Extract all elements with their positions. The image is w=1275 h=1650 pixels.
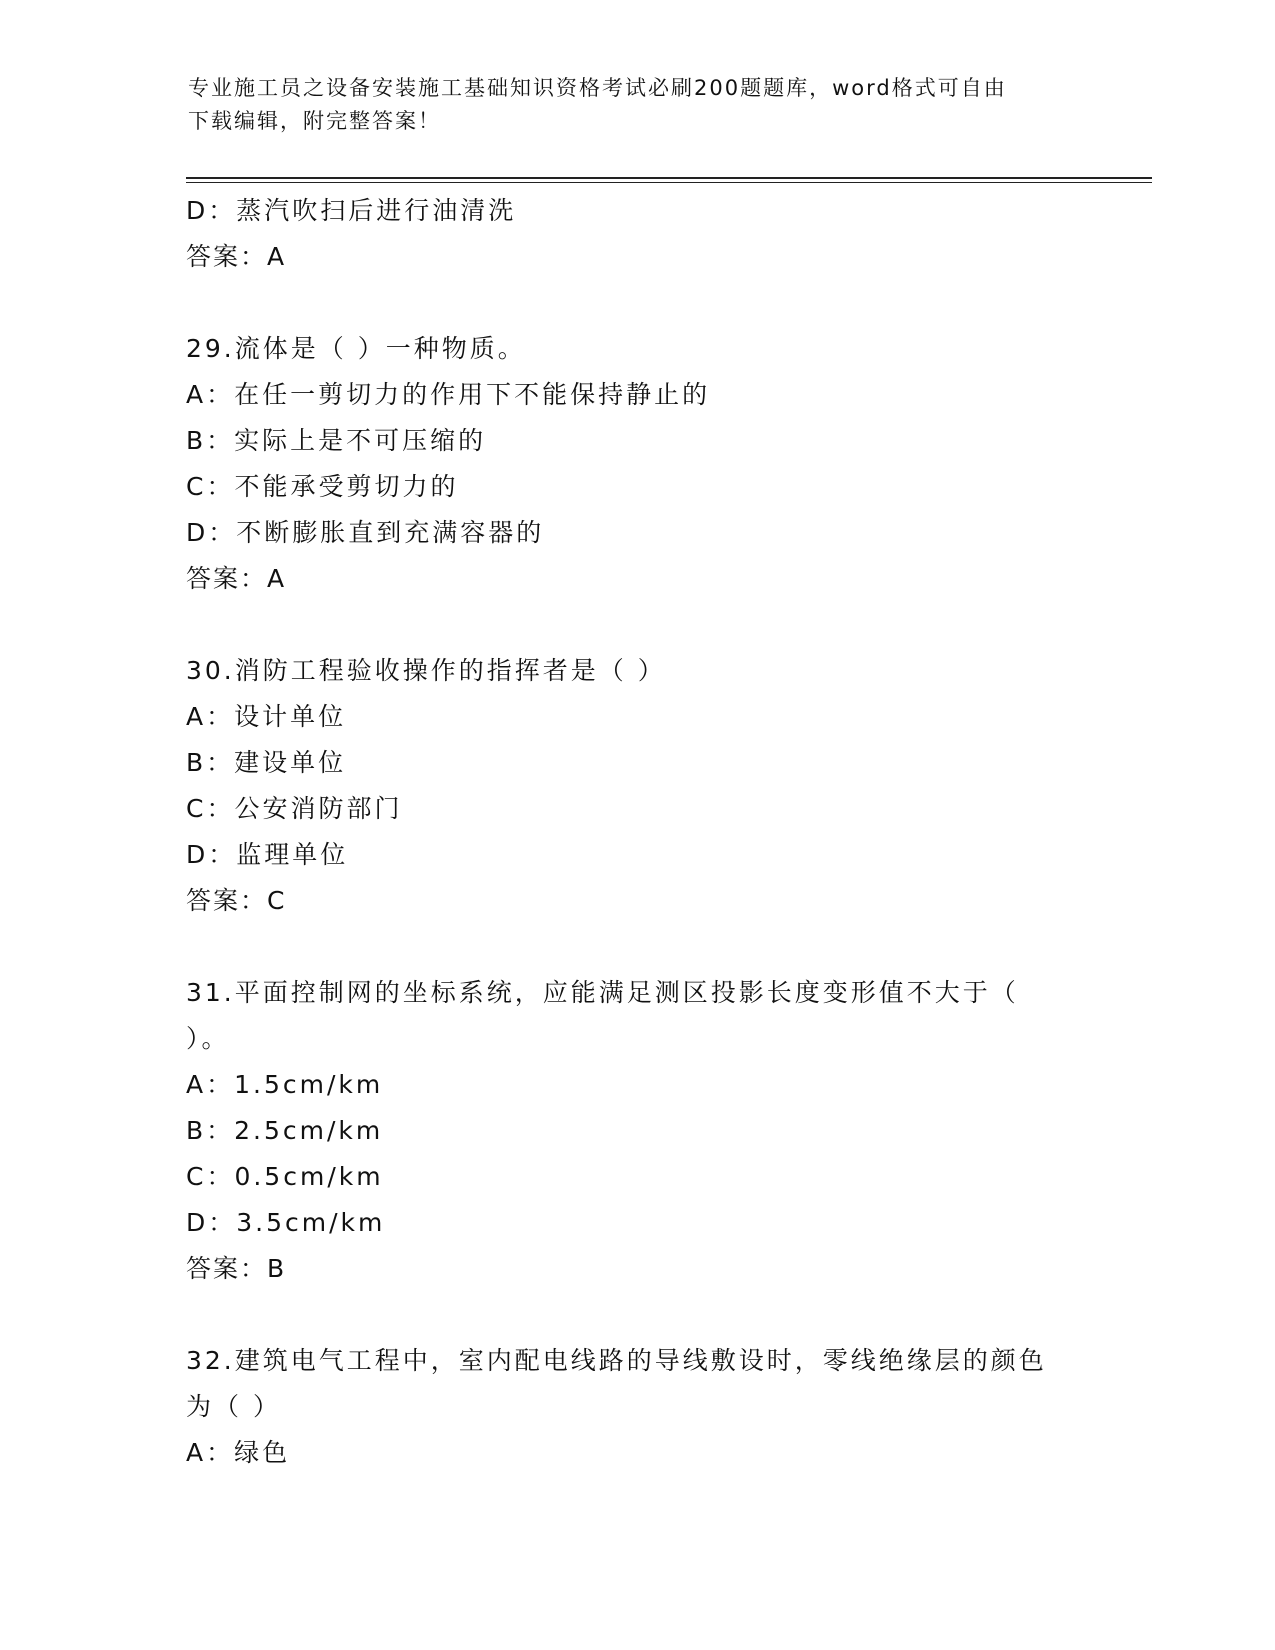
header-line-1: 专业施工员之设备安装施工基础知识资格考试必刷200题题库，word格式可自由 (188, 76, 1007, 100)
option-d: D：监理单位 (186, 840, 349, 869)
question-30 (186, 648, 1106, 924)
spacer (186, 924, 1106, 970)
question-text-continued: 为（ ） (186, 1392, 281, 1421)
option-a: A：绿色 (186, 1438, 291, 1467)
answer: 答案：C (186, 886, 287, 915)
question-28-tail (186, 188, 1106, 280)
option-c: C：公安消防部门 (186, 794, 403, 823)
option-d: D：蒸汽吹扫后进行油清洗 (186, 196, 517, 225)
option-b: B：2.5cm/km (186, 1116, 384, 1145)
answer: 答案：B (186, 1254, 287, 1283)
header-divider-thick (186, 177, 1152, 179)
option-b: B：实际上是不可压缩的 (186, 426, 487, 455)
option-b: B：建设单位 (186, 748, 347, 777)
question-text-continued: ）。 (186, 1024, 230, 1053)
option-c: C：0.5cm/km (186, 1162, 384, 1191)
answer: 答案：A (186, 242, 287, 271)
document-header (188, 72, 1088, 138)
option-a: A：在任一剪切力的作用下不能保持静止的 (186, 380, 711, 409)
spacer (186, 1292, 1106, 1338)
option-d: D：不断膨胀直到充满容器的 (186, 518, 545, 547)
option-d: D：3.5cm/km (186, 1208, 386, 1237)
question-text: 29.流体是（ ）一种物质。 (186, 334, 526, 363)
spacer (186, 602, 1106, 648)
spacer (186, 280, 1106, 326)
question-31 (186, 970, 1106, 1292)
question-32 (186, 1338, 1106, 1476)
answer: 答案：A (186, 564, 287, 593)
option-c: C：不能承受剪切力的 (186, 472, 459, 501)
question-text: 30.消防工程验收操作的指挥者是（ ） (186, 656, 666, 685)
option-a: A：设计单位 (186, 702, 347, 731)
question-text: 32.建筑电气工程中，室内配电线路的导线敷设时，零线绝缘层的颜色 (186, 1346, 1047, 1375)
option-a: A：1.5cm/km (186, 1070, 384, 1099)
header-line-2: 下载编辑，附完整答案！ (188, 109, 441, 133)
document-body (186, 188, 1106, 1476)
header-divider-thin (186, 182, 1152, 183)
question-29 (186, 326, 1106, 602)
question-text: 31.平面控制网的坐标系统，应能满足测区投影长度变形值不大于（ (186, 978, 1019, 1007)
